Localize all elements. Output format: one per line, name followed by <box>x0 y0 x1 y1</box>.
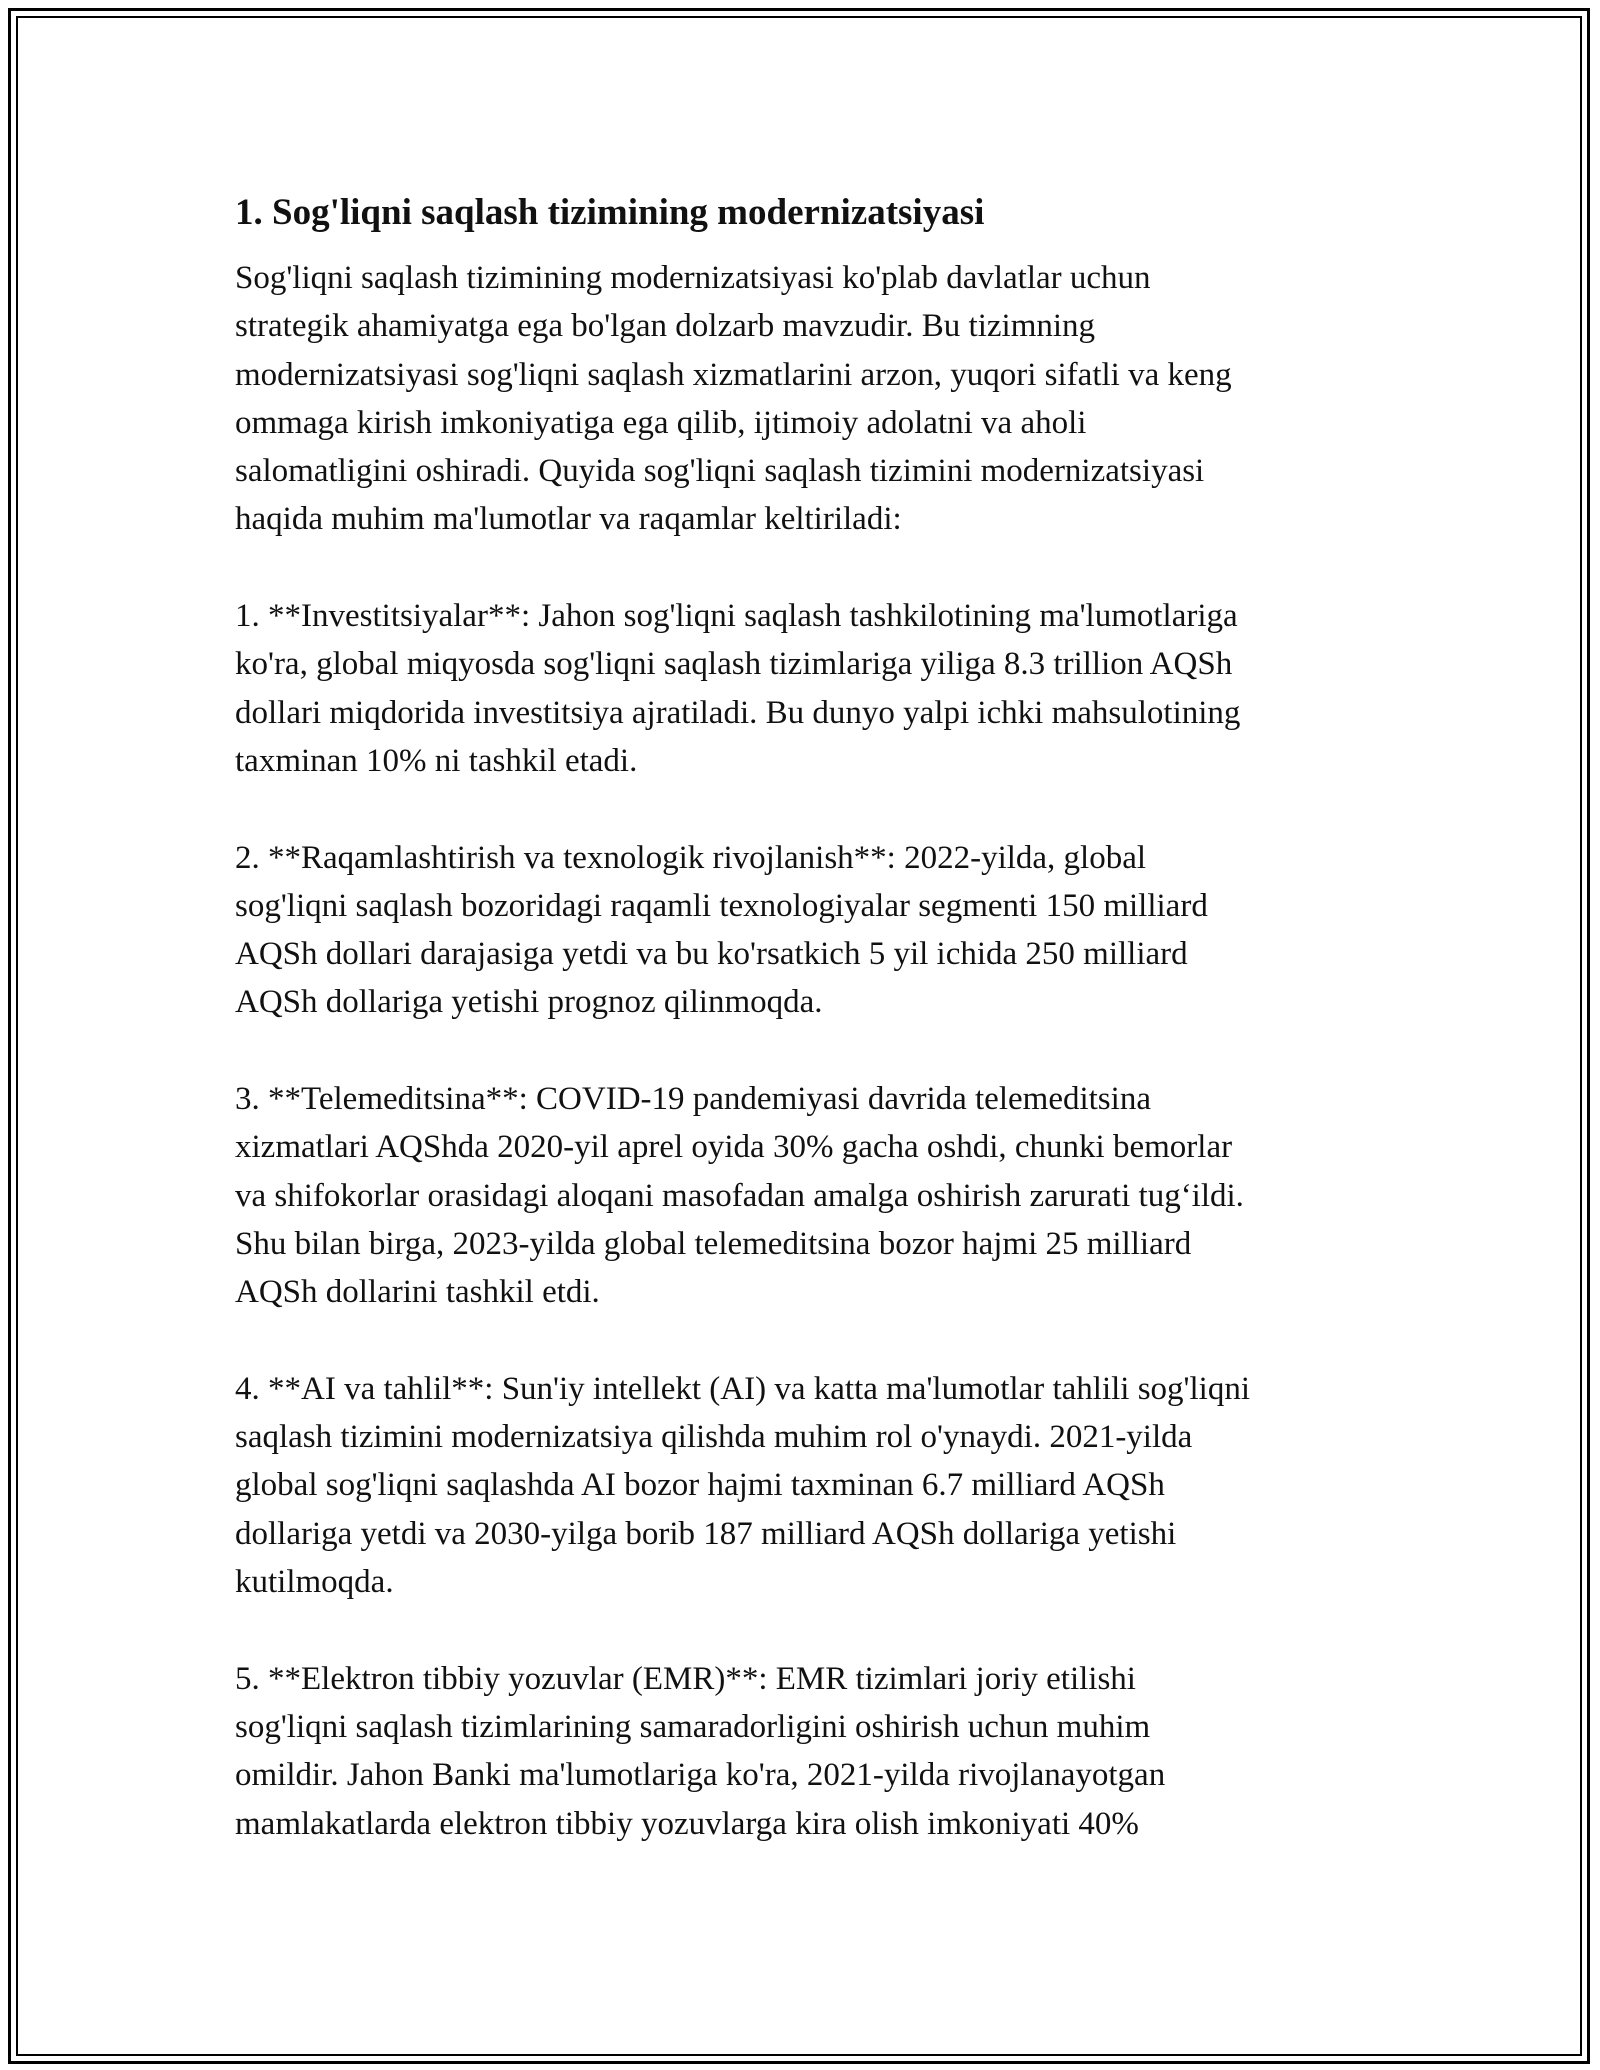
paragraph-emr: 5. **Elektron tibbiy yozuvlar (EMR)**: EMR tizimlari joriy etilishi sog'liqni saqlash tizimlarining samaradorligini oshirish uchun muhim omildir. Jahon Banki ma'lumotlariga ko'ra, 2021-yilda rivojlanayotgan mamlakatlarda elektron tibbiy yozuvlarga kira olish imkoniyati 40% <box>235 1660 1166 1842</box>
intro-paragraph: Sog'liqni saqlash tizimining modernizatsiyasi ko'plab davlatlar uchun strategik ahamiyatga ega bo'lgan dolzarb mavzudir. Bu tizimning modernizatsiyasi sog'liqni saqlash xizmatlarini arzon, yuqori sifatli va keng ommaga kirish imkoniyatiga ega qilib, ijtimoiy adolatni va aholi salomatligini oshiradi. Quyida sog'liqni saqlash tizimini modernizatsiyasi haqida muhim ma'lumotlar va raqamlar keltiriladi: <box>235 260 1232 538</box>
paragraph-investments: 1. **Investitsiyalar**: Jahon sog'liqni saqlash tashkilotining ma'lumotlariga ko'ra, global miqyosda sog'liqni saqlash tizimlariga yiliga 8.3 trillion AQSh dollari miqdorida investitsiya ajratiladi. Bu dunyo yalpi ichki mahsulotining taxminan 10% ni tashkil etadi. <box>235 598 1241 779</box>
section-heading: 1. Sog'liqni saqlash tizimining modernizatsiyasi <box>235 192 985 233</box>
paragraph-telemedicine: 3. **Telemeditsina**: COVID-19 pandemiyasi davrida telemeditsina xizmatlari AQShda 2020-yil aprel oyida 30% gacha oshdi, chunki bemorlar va shifokorlar orasidagi aloqani masofadan amalga oshirish zarurati tug‘ildi. Shu bilan birga, 2023-yilda global telemeditsina bozor hajmi 25 milliard AQSh dollarini tashkil etdi. <box>235 1081 1244 1311</box>
paragraph-digitalization: 2. **Raqamlashtirish va texnologik rivojlanish**: 2022-yilda, global sog'liqni saqlash bozoridagi raqamli texnologiyalar segmenti 150 milliard AQSh dollari darajasiga yetdi va bu ko'rsatkich 5 yil ichida 250 milliard AQSh dollariga yetishi prognoz qilinmoqda. <box>235 839 1208 1021</box>
document-body <box>235 188 1375 1896</box>
paragraph-ai-analytics: 4. **AI va tahlil**: Sun'iy intellekt (AI) va katta ma'lumotlar tahlili sog'liqni saqlash tizimini modernizatsiya qilishda muhim rol o'ynaydi. 2021-yilda global sog'liqni saqlashda AI bozor hajmi taxminan 6.7 milliard AQSh dollariga yetdi va 2030-yilga borib 187 milliard AQSh dollariga yetishi kutilmoqda. <box>235 1370 1250 1601</box>
